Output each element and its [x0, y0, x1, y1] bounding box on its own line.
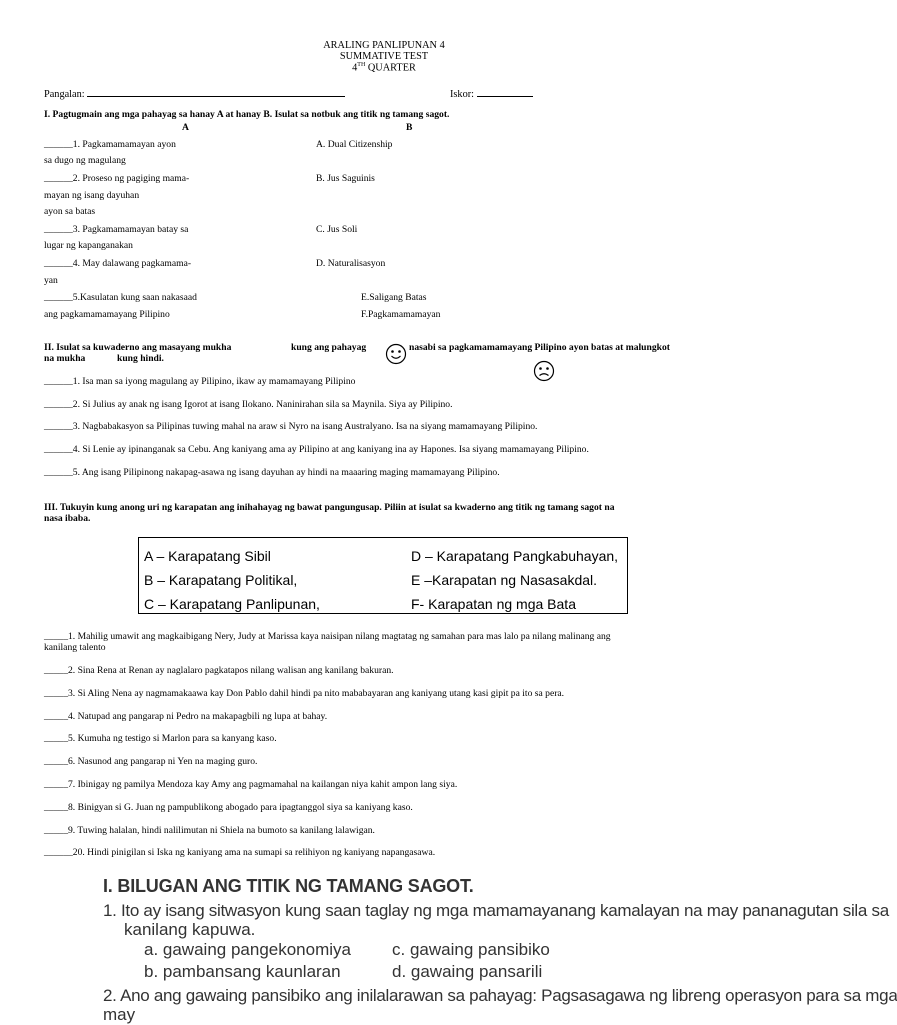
- quarter-text: QUARTER: [365, 62, 416, 74]
- part1-item-3: [44, 224, 188, 235]
- part3-item-2: _____2. Sina Rena at Renan ay naglalaro pagkatapos nilang walisan ang kanilang bakuran.: [44, 665, 394, 676]
- part2-item-5: ______5. Ang isang Pilipinong nakapag-asawa ng isang dayuhan ay hindi na maaaring maging mamamayang Pilipino.: [44, 467, 500, 478]
- item-text: 2. Proseso ng pagiging mama-: [72, 173, 190, 184]
- name-field: [44, 87, 345, 100]
- sad-face-icon: [533, 360, 555, 382]
- name-label: Pangalan:: [44, 89, 85, 100]
- part4-q1-choice-a[interactable]: a. gawaing pangekonomiya: [144, 940, 351, 959]
- part1-item-2-cont2: ayon sa batas: [44, 206, 96, 217]
- name-input-line[interactable]: [87, 87, 345, 97]
- part1-answer-c: C. Jus Soli: [316, 224, 358, 235]
- choice-a: A – Karapatang Sibil: [144, 548, 271, 564]
- part3-item-9: _____9. Tuwing halalan, hindi nalilimutan ni Shiela na bumoto sa kanilang lalawigan.: [44, 825, 375, 836]
- answer-blank[interactable]: ______: [44, 258, 73, 269]
- part3-item-4: _____4. Natupad ang pangarap ni Pedro na makapagbili ng lupa at bahay.: [44, 711, 328, 722]
- test-subtitle: SUMMATIVE TEST: [339, 51, 429, 62]
- quarter-suffix: TH: [357, 62, 366, 68]
- part4-q1-line1: 1. Ito ay isang sitwasyon kung saan taglay ng mga mamamayanang kamalayan na may pananagutan sila sa: [103, 901, 889, 920]
- answer-blank[interactable]: ______: [44, 173, 73, 184]
- part2-instruction-d: na mukha: [44, 353, 86, 364]
- part1-item-1-cont: sa dugo ng magulang: [44, 155, 126, 166]
- part1-item-2: [44, 173, 189, 184]
- score-label: Iskor:: [450, 89, 475, 100]
- part4-q1-choice-b[interactable]: b. pambansang kaunlaran: [144, 962, 341, 981]
- choice-f: F- Karapatan ng mga Bata: [411, 596, 576, 612]
- part2-instruction-e: kung hindi.: [117, 353, 164, 364]
- item-text: 3. Pagkamamamayan batay sa: [72, 224, 189, 235]
- part1-item-2-cont: mayan ng isang dayuhan: [44, 190, 140, 201]
- part1-instruction: I. Pagtugmain ang mga pahayag sa hanay A at hanay B. Isulat sa notbuk ang titik ng tamang sagot.: [44, 109, 450, 120]
- answer-blank[interactable]: ______: [44, 224, 73, 235]
- answer-blank[interactable]: ______: [44, 292, 73, 303]
- part2-item-2: ______2. Si Julius ay anak ng isang Igorot at isang Ilokano. Naninirahan sila sa Maynila. Siya ay Pilipino.: [44, 399, 453, 410]
- quarter-number: 4: [352, 62, 358, 74]
- part4-q2-line1: 2. Ano ang gawaing pansibiko ang inilalarawan sa pahayag: Pagsasagawa ng libreng operasyon para sa mga: [103, 986, 897, 1005]
- choice-d: D – Karapatang Pangkabuhayan,: [411, 548, 619, 564]
- part3-instruction-line1: III. Tukuyin kung anong uri ng karapatan ang inihahayag ng bawat pangungusap. Piliin at isulat sa kwaderno ang titik ng tamang sagot na: [44, 502, 615, 513]
- answer-blank[interactable]: ______: [44, 139, 73, 150]
- part4-q1-choice-c[interactable]: c. gawaing pansibiko: [392, 940, 550, 959]
- rights-choices-box: [138, 537, 628, 614]
- column-b-header: B: [406, 122, 413, 133]
- part2-item-4: ______4. Si Lenie ay ipinanganak sa Cebu. Ang kaniyang ama ay Pilipino at ang kaniyang ina ay Hapones. Isa siyang mamamayang Pilipino.: [44, 444, 589, 455]
- part3-instruction-line2: nasa ibaba.: [44, 513, 91, 524]
- score-field: [450, 87, 533, 100]
- item-text: 5.Kasulatan kung saan nakasaad: [72, 292, 197, 303]
- part2-instruction-c: nasabi sa pagkamamamayang Pilipino ayon batas at malungkot: [409, 342, 670, 353]
- part1-item-5-cont: ang pagkamamamayang Pilipino: [44, 309, 170, 320]
- part3-item-6: _____6. Nasunod ang pangarap ni Yen na maging guro.: [44, 756, 258, 767]
- choice-e: E –Karapatan ng Nasasakdal.: [411, 572, 598, 588]
- part2-instruction-b: kung ang pahayag: [291, 342, 367, 353]
- part4-heading: I. BILUGAN ANG TITIK NG TAMANG SAGOT.: [103, 876, 474, 896]
- part1-answer-f: F.Pagkamamamayan: [361, 309, 441, 320]
- item-text: 4. May dalawang pagkamama-: [72, 258, 192, 269]
- part4-q1-choice-d[interactable]: d. gawaing pansarili: [392, 962, 543, 981]
- part1-answer-b: B. Jus Saguinis: [316, 173, 375, 184]
- item-text: 1. Pagkamamamayan ayon: [72, 139, 176, 150]
- happy-face-icon: [385, 343, 407, 365]
- part1-item-3-cont: lugar ng kapanganakan: [44, 240, 133, 251]
- part1-item-5: [44, 292, 197, 303]
- part1-item-1: [44, 139, 176, 150]
- part3-item-5: _____5. Kumuha ng testigo si Marlon para sa kanyang kaso.: [44, 733, 277, 744]
- part3-item-1-cont: kanilang talento: [44, 642, 106, 653]
- part4-q1-line2: kanilang kapuwa.: [124, 920, 256, 939]
- part2-item-3: ______3. Nagbabakasyon sa Pilipinas tuwing mahal na araw si Nyro na isang Australyano. Isa na siyang mamamayang Pilipino.: [44, 421, 538, 432]
- part3-item-1: _____1. Mahilig umawit ang magkaibigang Nery, Judy at Marissa kaya naisipan nilang magtatag ng samahan para mas lalo pa nilang malinang ang: [44, 631, 611, 642]
- choice-c: C – Karapatang Panlipunan,: [144, 596, 320, 612]
- part3-item-7: _____7. Ibinigay ng pamilya Mendoza kay Amy ang pagmamahal na kailangan niya kahit ampon lang siya.: [44, 779, 458, 790]
- part3-item-3: _____3. Si Aling Nena ay nagmamakaawa kay Don Pablo dahil hindi pa nito mababayaran ang kaniyang utang kasi gipit pa ito sa pera.: [44, 688, 565, 699]
- quarter-label: [0, 62, 768, 73]
- test-title: ARALING PANLIPUNAN 4: [323, 40, 445, 51]
- part2-item-1: ______1. Isa man sa iyong magulang ay Pilipino, ikaw ay mamamayang Pilipino: [44, 376, 356, 387]
- part4-q2-line2: may: [103, 1005, 136, 1024]
- score-input-line[interactable]: [477, 87, 533, 97]
- part3-item-20: ______20. Hindi pinigilan si Iska ng kaniyang ama na sumapi sa relihiyon ng kaniyang napangasawa.: [44, 847, 436, 858]
- part1-answer-d: D. Naturalisasyon: [316, 258, 386, 269]
- part1-item-4: [44, 258, 191, 269]
- column-a-header: A: [182, 122, 189, 133]
- part3-item-8: _____8. Binigyan si G. Juan ng pampublikong abogado para ipagtanggol siya sa kaniyang kaso.: [44, 802, 413, 813]
- part2-instruction-a: II. Isulat sa kuwaderno ang masayang mukha: [44, 342, 232, 353]
- part1-answer-a: A. Dual Citizenship: [316, 139, 393, 150]
- choice-b: B – Karapatang Politikal,: [144, 572, 298, 588]
- part1-item-4-cont: yan: [44, 275, 58, 286]
- part1-answer-e: E.Saligang Batas: [361, 292, 427, 303]
